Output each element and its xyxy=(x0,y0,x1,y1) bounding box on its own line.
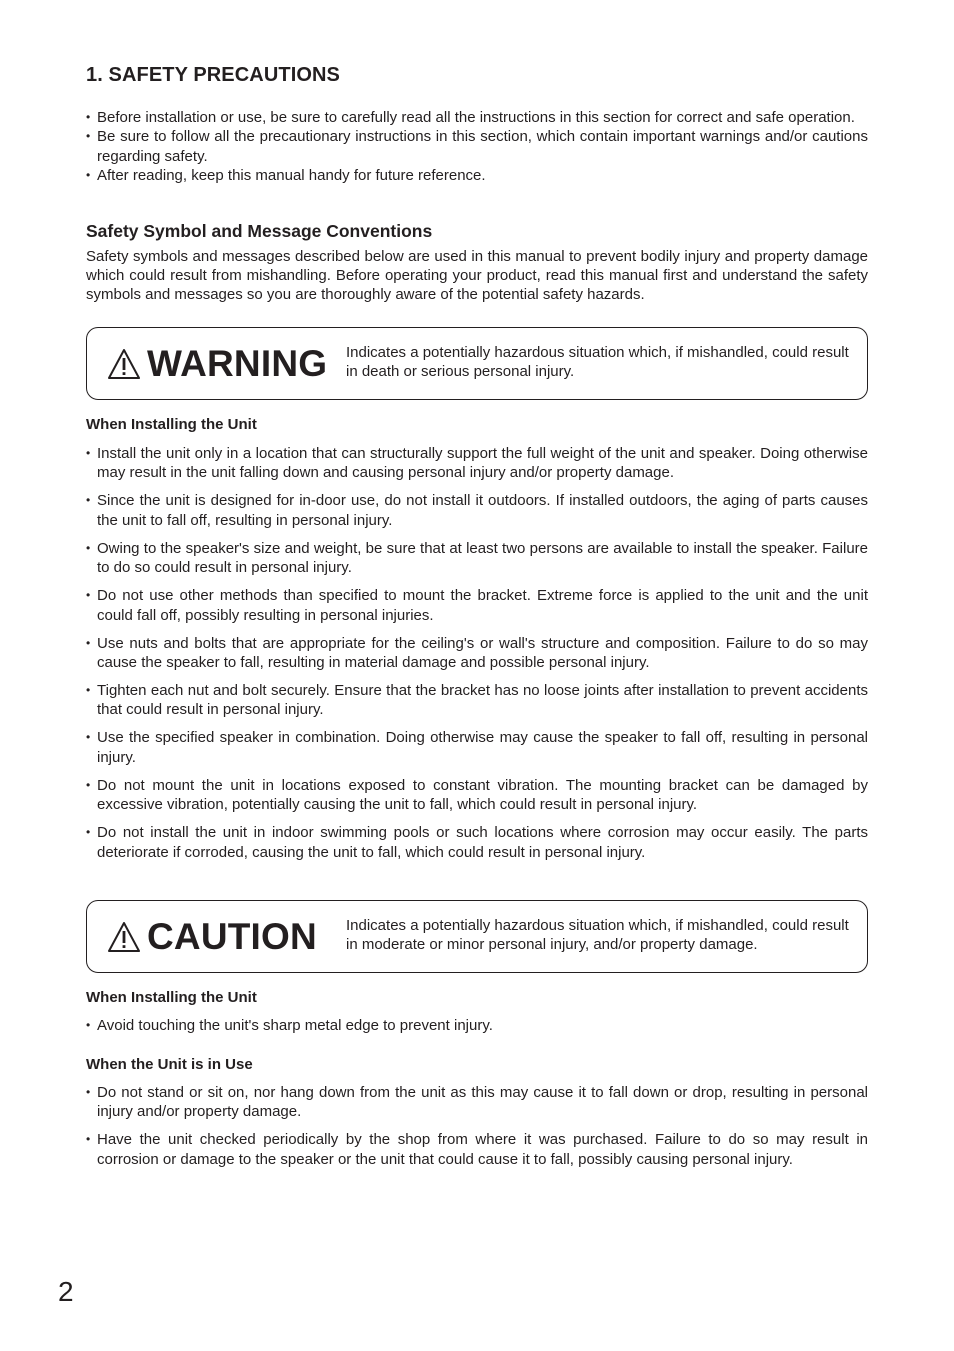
list-item: • Do not stand or sit on, nor hang down from the unit as this may cause it to fall down or drop, resulting in personal injury and/or property damage. xyxy=(86,1083,868,1122)
list-item: • Owing to the speaker's size and weight, be sure that at least two persons are available to install the speaker. Failure to do so could result in personal injury. xyxy=(86,539,868,578)
warning-label-group xyxy=(107,328,327,399)
list-item: • After reading, keep this manual handy for future reference. xyxy=(86,166,868,185)
page-number: 2 xyxy=(58,1276,74,1307)
warning-box xyxy=(86,327,868,400)
caution-use-bullet-list xyxy=(86,1083,868,1178)
list-item: • Use the specified speaker in combination. Doing otherwise may cause the speaker to fall off, resulting in personal injury. xyxy=(86,728,868,767)
section-title: 1. SAFETY PRECAUTIONS xyxy=(86,64,340,86)
warning-label: WARNING xyxy=(147,342,328,384)
warning-triangle-icon xyxy=(107,348,141,380)
caution-install-bullet-list xyxy=(86,1016,868,1035)
caution-label-group xyxy=(107,901,317,972)
list-item: • Do not use other methods than specified to mount the bracket. Extreme force is applied to the unit and the unit could fall off, possibly resulting in personal injuries. xyxy=(86,586,868,625)
list-item: • Do not install the unit in indoor swimming pools or such locations where corrosion may occur easily. The parts deteriorate if corroded, causing the unit to fall, which could result in personal injury. xyxy=(86,823,868,862)
warning-description: Indicates a potentially hazardous situation which, if mishandled, could result in death or serious personal injury. xyxy=(346,344,849,381)
caution-use-subheading: When the Unit is in Use xyxy=(86,1056,253,1073)
list-item: • Install the unit only in a location that can structurally support the full weight of the unit and speaker. Doing otherwise may result in the unit falling down and causing personal injury and/or property damage. xyxy=(86,444,868,483)
conventions-text: Safety symbols and messages described below are used in this manual to prevent bodily injury and property damage which could result from mishandling. Before operating your product, read this manual first and understand the safety symbols and messages so you are thoroughly aware of the potential safety hazards. xyxy=(86,248,868,304)
list-item: • Be sure to follow all the precautionary instructions in this section, which contain important warnings and/or cautions regarding safety. xyxy=(86,127,868,166)
intro-bullet-list xyxy=(86,108,868,186)
list-item: • Since the unit is designed for in-door use, do not install it outdoors. If installed outdoors, the aging of parts causes the unit to fall off, resulting in personal injury. xyxy=(86,491,868,530)
list-item: • Tighten each nut and bolt securely. Ensure that the bracket has no loose joints after installation to prevent accidents that could result in personal injury. xyxy=(86,681,868,720)
conventions-heading: Safety Symbol and Message Conventions xyxy=(86,221,433,241)
caution-label: CAUTION xyxy=(147,915,317,957)
warning-triangle-icon xyxy=(107,921,141,953)
list-item: • Use nuts and bolts that are appropriate for the ceiling's or wall's structure and composition. Failure to do so may cause the speaker to fall, resulting in material damage and possible personal injury. xyxy=(86,634,868,673)
list-item: • Before installation or use, be sure to carefully read all the instructions in this section for correct and safe operation. xyxy=(86,108,868,127)
list-item: • Avoid touching the unit's sharp metal edge to prevent injury. xyxy=(86,1016,868,1035)
list-item: • Have the unit checked periodically by the shop from where it was purchased. Failure to do so may result in corrosion or damage to the speaker or the unit that could cause it to fall, possibly causing personal injury. xyxy=(86,1130,868,1169)
caution-box xyxy=(86,900,868,973)
list-item: • Do not mount the unit in locations exposed to constant vibration. The mounting bracket can be damaged by excessive vibration, potentially causing the unit to fall, which could result in personal injury. xyxy=(86,776,868,815)
caution-description: Indicates a potentially hazardous situation which, if mishandled, could result in moderate or minor personal injury, and/or property damage. xyxy=(346,917,849,954)
caution-install-subheading: When Installing the Unit xyxy=(86,989,257,1006)
warning-subheading: When Installing the Unit xyxy=(86,416,257,433)
warning-bullet-list xyxy=(86,444,868,871)
